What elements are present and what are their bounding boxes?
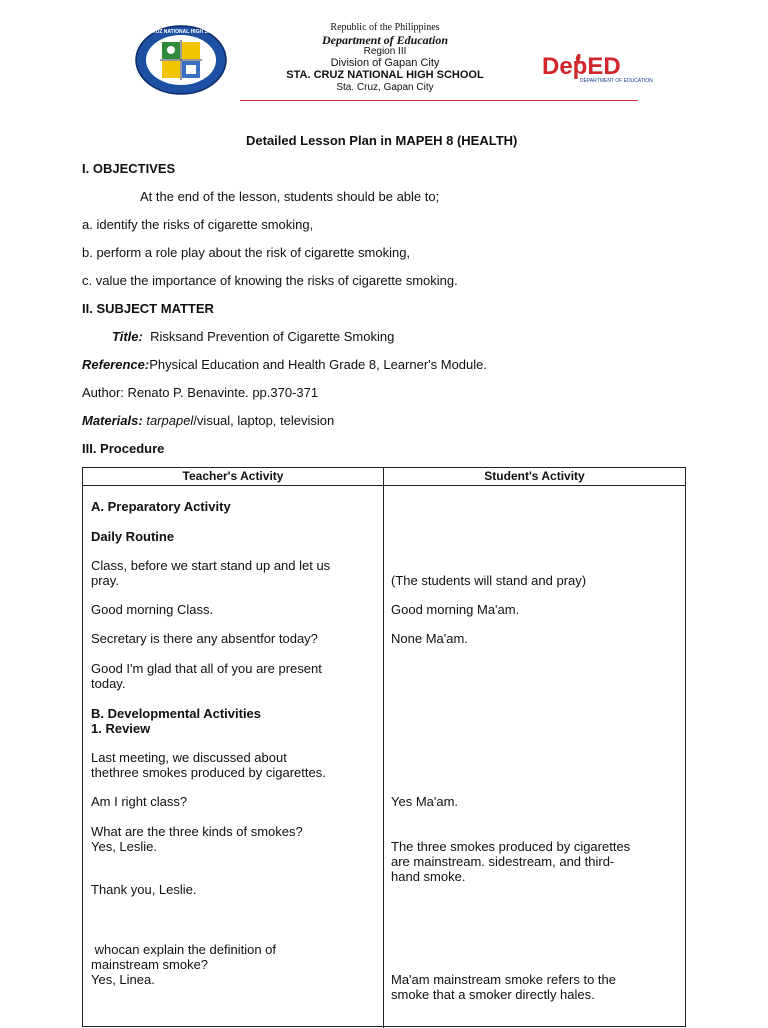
student-three-smokes-1: The three smokes produced by cigarettes [391,839,631,854]
teacher-glad-line-1: Good I'm glad that all of you are present [91,661,322,676]
student-mainstream-1: Ma'am mainstream smoke refers to the [391,972,616,987]
teacher-yes-linea: Yes, Linea. [91,972,155,987]
procedure-heading: III. Procedure [82,441,165,456]
materials-italic: tarpapel [146,413,194,428]
svg-text:DepED: DepED [542,53,621,80]
reference-value: Physical Education and Health Grade 8, Learner's Module. [149,357,487,372]
procedure-table [82,467,686,1027]
materials-label: Materials: [82,413,143,428]
table-column-divider [383,468,384,1028]
student-none: None Ma'am. [391,631,468,646]
document-title: Detailed Lesson Plan in MAPEH 8 (HEALTH) [246,133,518,148]
reference-line [82,357,487,372]
header-department: Department of Education [321,33,448,47]
teacher-pray-line-1: Class, before we start stand up and let us [91,558,331,573]
teacher-am-i-right: Am I right class? [91,794,188,809]
header-divider [240,100,638,101]
author-line: Author: Renato P. Benavinte. pp.370-371 [82,385,319,400]
objectives-heading: I. OBJECTIVES [82,161,176,176]
teacher-thank-you: Thank you, Leslie. [91,882,197,897]
teacher-who-explain-2: mainstream smoke? [91,957,209,972]
teacher-glad-line-2: today. [91,676,126,691]
school-seal-logo [134,24,228,96]
teacher-pray-line-2: pray. [91,573,119,588]
student-three-smokes-2: are mainstream. sidestream, and third- [391,854,615,869]
objective-a: a. identify the risks of cigarette smoking, [82,217,314,232]
deped-logo [540,50,653,84]
svg-text:STA. CRUZ NATIONAL HIGH SCHOOL: STA. CRUZ NATIONAL HIGH SCHOOL [136,29,226,35]
reference-label: Reference: [82,357,150,372]
materials-line [82,413,334,428]
svg-text:DEPARTMENT OF EDUCATION: DEPARTMENT OF EDUCATION [580,78,653,84]
subject-matter-heading: II. SUBJECT MATTER [82,301,214,316]
header-region: Region III [363,46,407,57]
student-three-smokes-3: hand smoke. [391,869,466,884]
title-label: Title: [112,329,143,344]
student-yes: Yes Ma'am. [391,794,459,809]
objective-c: c. value the importance of knowing the risks of cigarette smoking. [82,273,458,288]
student-good-morning: Good morning Ma'am. [391,602,520,617]
teacher-activity-header: Teacher's Activity [182,469,284,483]
header-republic: Republic of the Philippines [330,22,440,33]
student-mainstream-2: smoke that a smoker directly hales. [391,987,595,1002]
teacher-three-kinds: What are the three kinds of smokes? [91,824,303,839]
materials-rest: /visual, laptop, television [193,413,335,428]
teacher-daily-routine: Daily Routine [91,529,175,544]
student-activity-header: Student's Activity [484,469,585,483]
header-school: STA. CRUZ NATIONAL HIGH SCHOOL [286,69,484,81]
teacher-yes-leslie: Yes, Leslie. [91,839,158,854]
objective-b: b. perform a role play about the risk of cigarette smoking, [82,245,411,260]
objectives-intro: At the end of the lesson, students should be able to; [140,189,440,204]
subject-title-line [112,329,394,344]
teacher-prep-heading: A. Preparatory Activity [91,499,231,514]
student-stand-pray: (The students will stand and pray) [391,573,587,588]
teacher-developmental-heading: B. Developmental Activities [91,706,262,721]
teacher-last-meeting-1: Last meeting, we discussed about [91,750,287,765]
header-division: Division of Gapan City [330,57,440,69]
teacher-who-explain-1: whocan explain the definition of [91,942,277,957]
teacher-secretary: Secretary is there any absentfor today? [91,631,318,646]
teacher-good-morning: Good morning Class. [91,602,214,617]
teacher-last-meeting-2: thethree smokes produced by cigarettes. [91,765,326,780]
title-value: Risksand Prevention of Cigarette Smoking [150,329,395,344]
teacher-review-heading: 1. Review [91,721,151,736]
header-city: Sta. Cruz, Gapan City [336,82,434,93]
